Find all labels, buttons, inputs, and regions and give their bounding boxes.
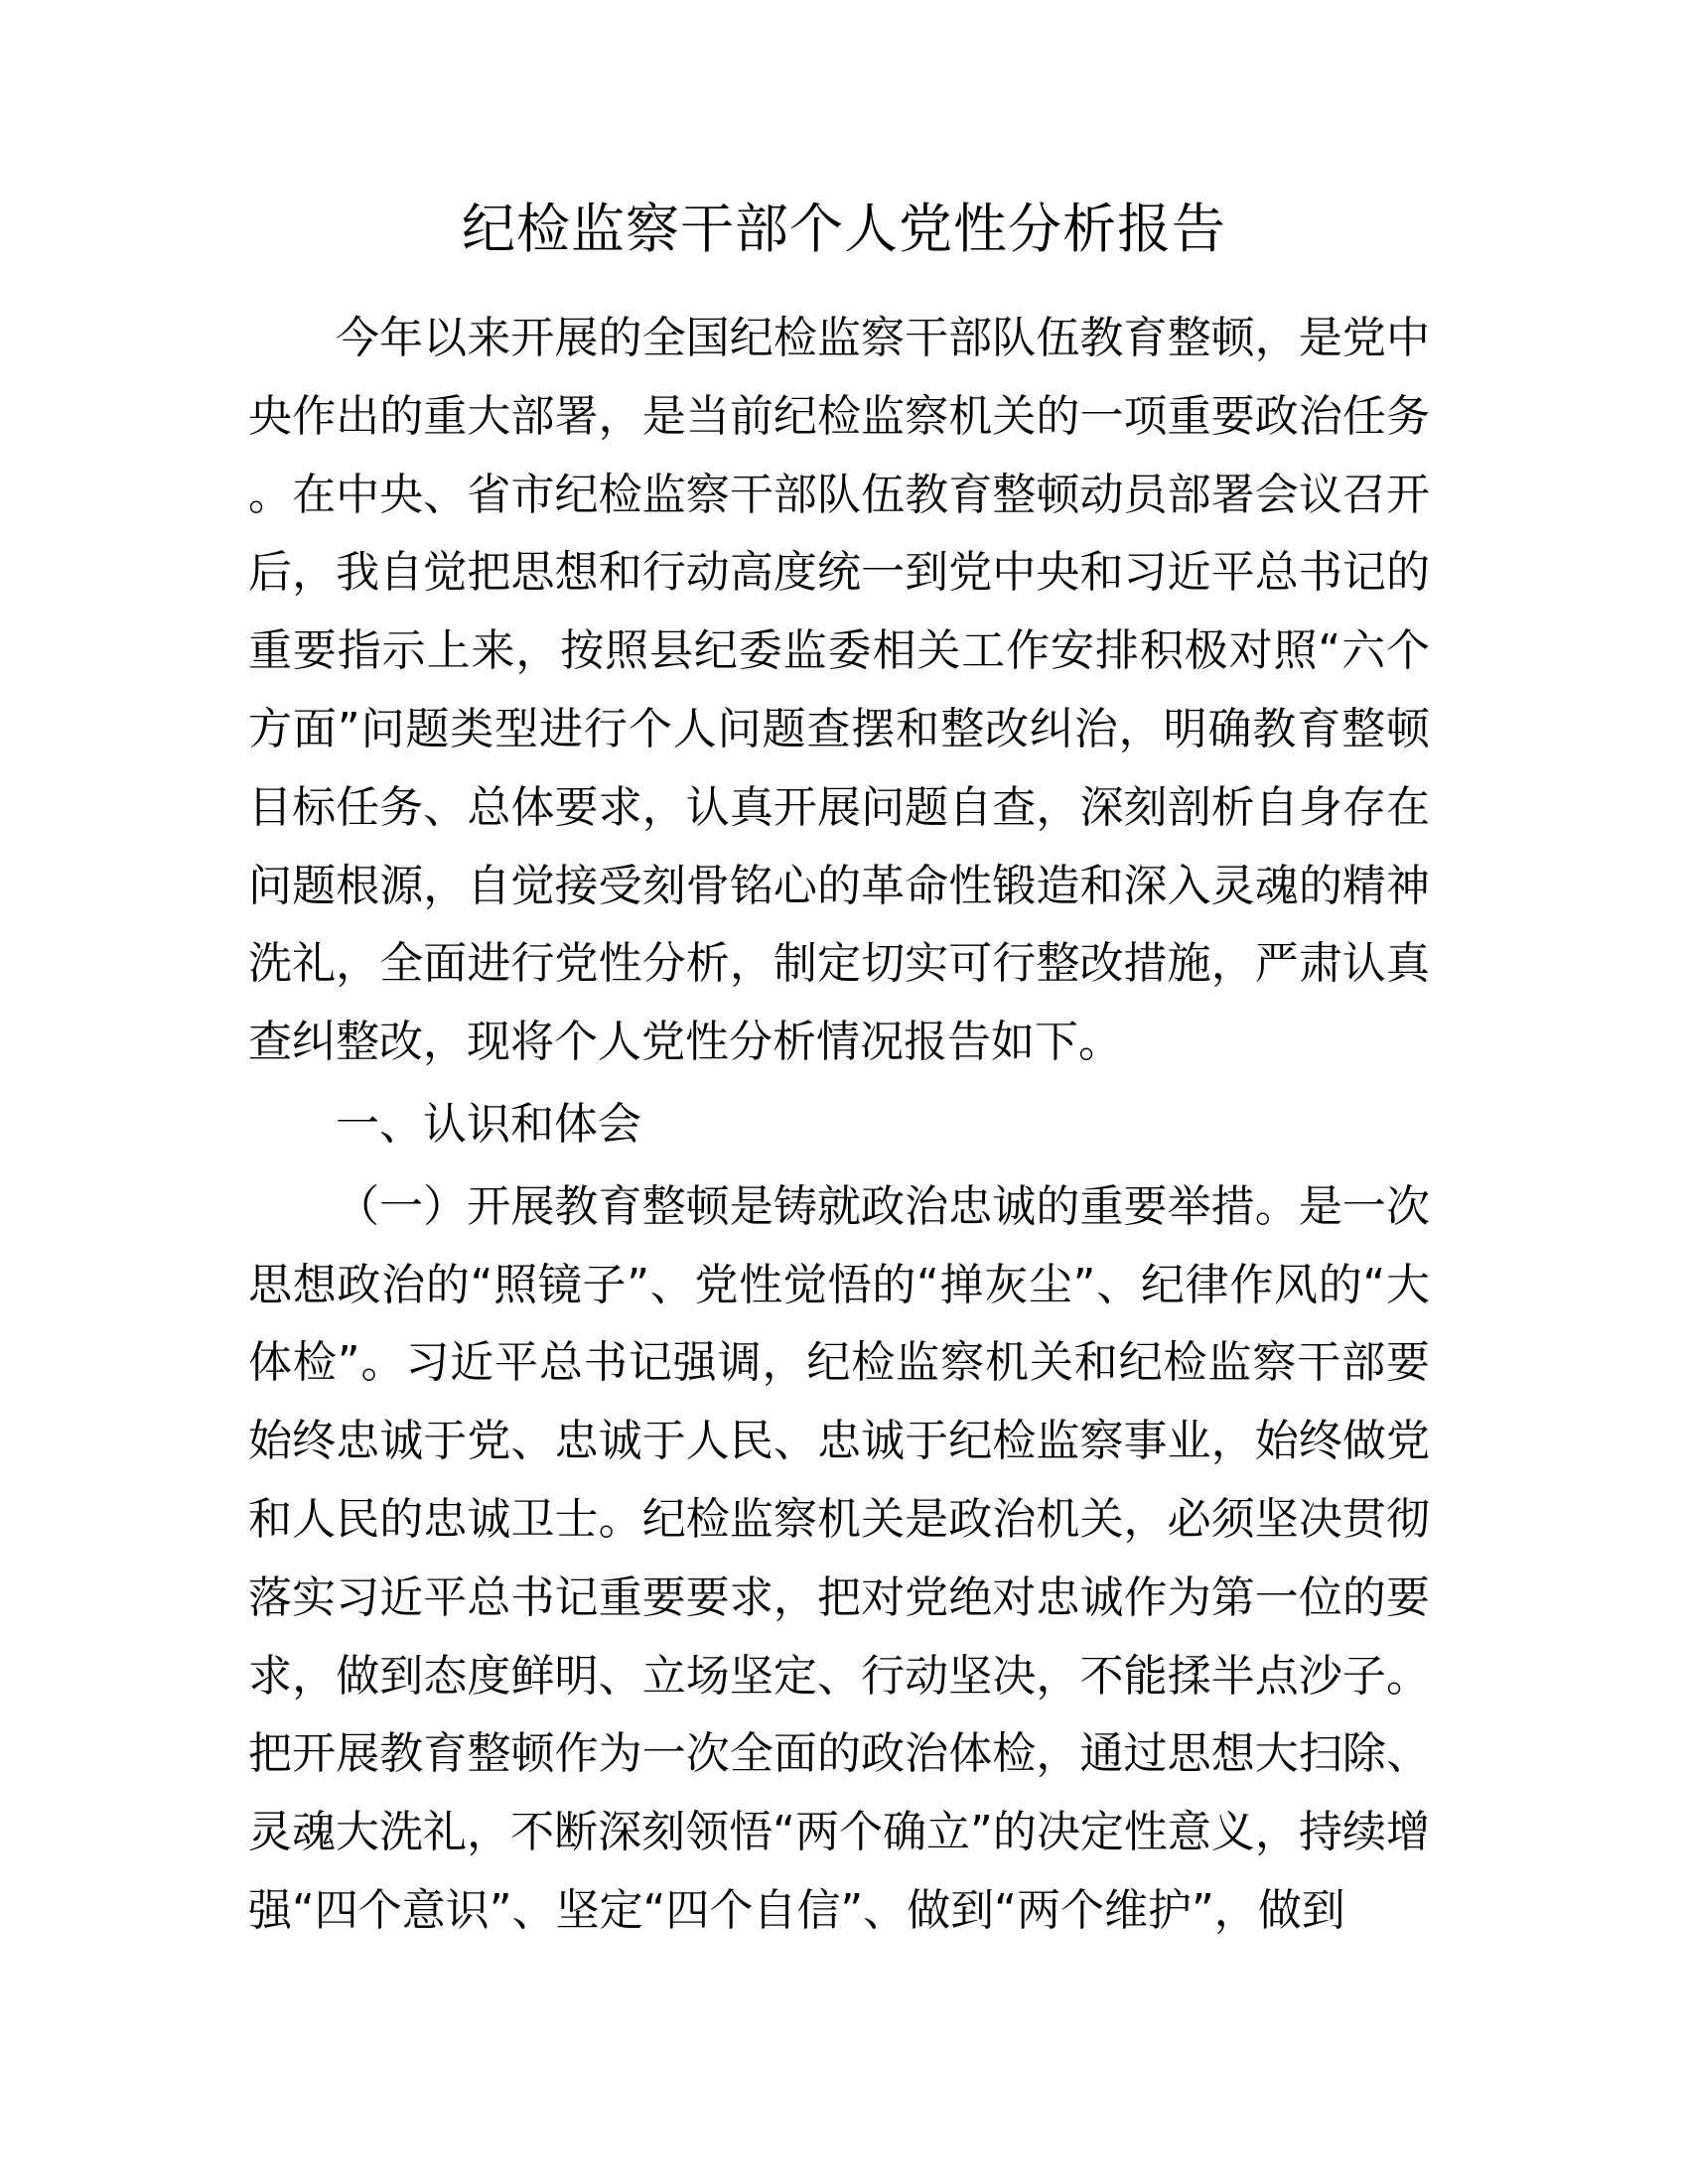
document-body bbox=[248, 300, 1430, 1951]
intro-paragraph: 今年以来开展的全国纪检监察干部队伍教育整顿，是党中央作出的重大部署，是当前纪检监察机关的一项重要政治任务。在中央、省市纪检监察干部队伍教育整顿动员部署会议召开后，我自觉把思想和行动高度统一到党中央和习近平总书记的重要指示上来，按照县纪委监委相关工作安排积极对照“六个方面”问题类型进行个人问题查摆和整改纠治，明确教育整顿目标任务、总体要求，认真开展问题自查，深刻剖析自身存在问题根源，自觉接受刻骨铭心的革命性锻造和深入灵魂的精神洗礼，全面进行党性分析，制定切实可行整改措施，严肃认真查纠整改，现将个人党性分析情况报告如下。 bbox=[248, 313, 1430, 1068]
document-title: 纪检监察干部个人党性分析报告 bbox=[462, 198, 1226, 260]
section-paragraph: （一）开展教育整顿是铸就政治忠诚的重要举措。是一次思想政治的“照镜子”、党性觉悟的“掸灰尘”、纪律作风的“大体检”。习近平总书记强调，纪检监察机关和纪检监察干部要始终忠诚于党、忠诚于人民、忠诚于纪检监察事业，始终做党和人民的忠诚卫士。纪检监察机关是政治机关，必须坚决贯彻落实习近平总书记重要要求，把对党绝对忠诚作为第一位的要求，做到态度鲜明、立场坚定、行动坚决，不能揉半点沙子。把开展教育整顿作为一次全面的政治体检，通过思想大扫除、灵魂大洗礼，不断深刻领悟“两个确立”的决定性意义，持续增强“四个意识”、坚定“四个自信”、做到“两个维护”，做到 bbox=[248, 1180, 1430, 1936]
section-heading: 一、认识和体会 bbox=[336, 1098, 641, 1150]
